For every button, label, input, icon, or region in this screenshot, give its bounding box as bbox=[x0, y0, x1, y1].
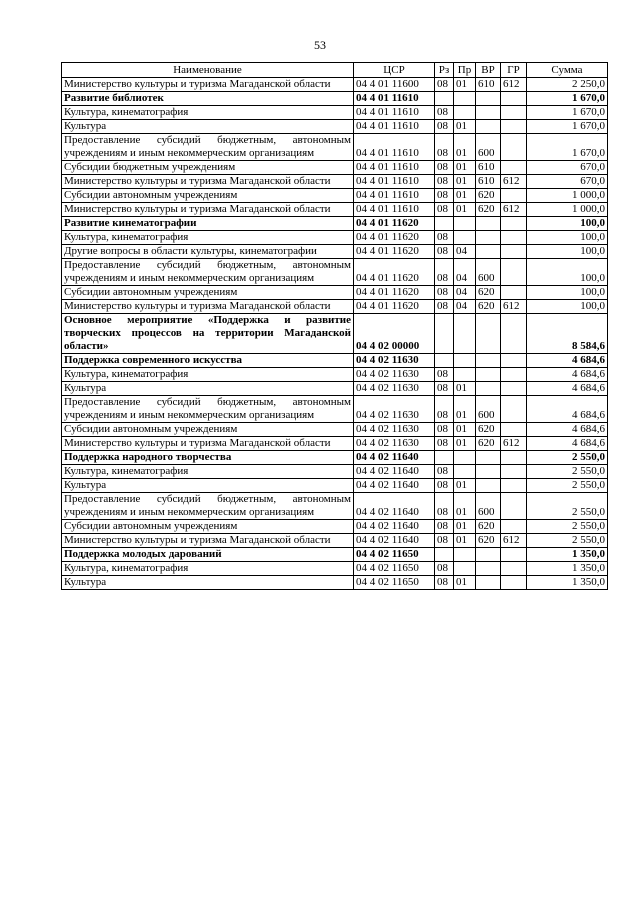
cell-rz: 08 bbox=[435, 106, 454, 120]
cell-gr bbox=[501, 576, 527, 590]
cell-name: Культура, кинематография bbox=[62, 465, 354, 479]
cell-rz: 08 bbox=[435, 423, 454, 437]
cell-pr bbox=[454, 368, 476, 382]
table-row bbox=[62, 189, 608, 203]
cell-sum: 2 550,0 bbox=[527, 451, 608, 465]
cell-rz: 08 bbox=[435, 520, 454, 534]
cell-gr bbox=[501, 548, 527, 562]
cell-name: Другие вопросы в области культуры, кинематографии bbox=[62, 245, 354, 259]
cell-gr bbox=[501, 106, 527, 120]
cell-gr bbox=[501, 493, 527, 520]
cell-csr: 04 4 01 11620 bbox=[354, 245, 435, 259]
cell-rz: 08 bbox=[435, 300, 454, 314]
header-rz: Рз bbox=[435, 63, 454, 78]
cell-gr bbox=[501, 259, 527, 286]
cell-gr: 612 bbox=[501, 78, 527, 92]
table-row bbox=[62, 437, 608, 451]
cell-vr: 600 bbox=[476, 259, 501, 286]
cell-name: Предоставление субсидий бюджетным, автономным учреждениям и иным некоммерческим организациям bbox=[62, 259, 354, 286]
cell-gr bbox=[501, 520, 527, 534]
cell-pr: 01 bbox=[454, 120, 476, 134]
cell-vr: 620 bbox=[476, 520, 501, 534]
page-number: 53 bbox=[314, 38, 326, 52]
cell-name: Развитие кинематографии bbox=[62, 217, 354, 231]
cell-gr bbox=[501, 245, 527, 259]
cell-pr: 04 bbox=[454, 300, 476, 314]
cell-gr bbox=[501, 134, 527, 161]
cell-gr: 612 bbox=[501, 534, 527, 548]
cell-sum: 1 670,0 bbox=[527, 106, 608, 120]
cell-vr: 610 bbox=[476, 175, 501, 189]
cell-pr: 01 bbox=[454, 534, 476, 548]
cell-sum: 670,0 bbox=[527, 175, 608, 189]
cell-name: Субсидии автономным учреждениям bbox=[62, 423, 354, 437]
cell-name: Поддержка молодых дарований bbox=[62, 548, 354, 562]
cell-name: Министерство культуры и туризма Магаданской области bbox=[62, 437, 354, 451]
cell-pr: 01 bbox=[454, 382, 476, 396]
cell-pr: 01 bbox=[454, 203, 476, 217]
cell-pr bbox=[454, 314, 476, 354]
cell-name: Культура bbox=[62, 479, 354, 493]
cell-sum: 2 550,0 bbox=[527, 465, 608, 479]
cell-vr bbox=[476, 231, 501, 245]
cell-vr bbox=[476, 465, 501, 479]
cell-gr bbox=[501, 396, 527, 423]
cell-vr bbox=[476, 106, 501, 120]
cell-gr: 612 bbox=[501, 175, 527, 189]
table-row bbox=[62, 382, 608, 396]
cell-csr: 04 4 01 11610 bbox=[354, 120, 435, 134]
cell-gr bbox=[501, 161, 527, 175]
cell-name: Субсидии автономным учреждениям bbox=[62, 520, 354, 534]
cell-sum: 100,0 bbox=[527, 286, 608, 300]
cell-pr bbox=[454, 548, 476, 562]
cell-sum: 100,0 bbox=[527, 300, 608, 314]
cell-rz: 08 bbox=[435, 78, 454, 92]
cell-csr: 04 4 01 11620 bbox=[354, 217, 435, 231]
table-row bbox=[62, 534, 608, 548]
header-csr: ЦСР bbox=[354, 63, 435, 78]
cell-csr: 04 4 01 11610 bbox=[354, 161, 435, 175]
cell-sum: 100,0 bbox=[527, 217, 608, 231]
cell-rz bbox=[435, 548, 454, 562]
cell-pr bbox=[454, 106, 476, 120]
cell-rz: 08 bbox=[435, 493, 454, 520]
cell-name: Культура, кинематография bbox=[62, 231, 354, 245]
cell-vr: 620 bbox=[476, 534, 501, 548]
cell-name: Министерство культуры и туризма Магаданской области bbox=[62, 534, 354, 548]
cell-csr: 04 4 02 11650 bbox=[354, 562, 435, 576]
cell-rz bbox=[435, 314, 454, 354]
cell-csr: 04 4 02 11630 bbox=[354, 354, 435, 368]
cell-gr bbox=[501, 423, 527, 437]
cell-name: Культура, кинематография bbox=[62, 368, 354, 382]
table-body bbox=[62, 78, 608, 590]
cell-sum: 2 550,0 bbox=[527, 493, 608, 520]
cell-rz: 08 bbox=[435, 189, 454, 203]
cell-name: Поддержка народного творчества bbox=[62, 451, 354, 465]
cell-pr: 04 bbox=[454, 259, 476, 286]
table-row bbox=[62, 161, 608, 175]
cell-vr: 610 bbox=[476, 78, 501, 92]
cell-name: Поддержка современного искусства bbox=[62, 354, 354, 368]
table-row bbox=[62, 92, 608, 106]
cell-name: Культура, кинематография bbox=[62, 106, 354, 120]
cell-pr: 01 bbox=[454, 78, 476, 92]
table-row bbox=[62, 451, 608, 465]
table-row bbox=[62, 493, 608, 520]
table-row bbox=[62, 368, 608, 382]
cell-csr: 04 4 02 11630 bbox=[354, 382, 435, 396]
cell-csr: 04 4 02 11640 bbox=[354, 451, 435, 465]
cell-rz: 08 bbox=[435, 562, 454, 576]
cell-csr: 04 4 02 11630 bbox=[354, 396, 435, 423]
header-sum: Сумма bbox=[527, 63, 608, 78]
cell-rz: 08 bbox=[435, 120, 454, 134]
cell-csr: 04 4 02 00000 bbox=[354, 314, 435, 354]
cell-sum: 1 350,0 bbox=[527, 548, 608, 562]
cell-sum: 2 250,0 bbox=[527, 78, 608, 92]
cell-name: Культура bbox=[62, 120, 354, 134]
cell-rz: 08 bbox=[435, 437, 454, 451]
table-row bbox=[62, 300, 608, 314]
cell-rz: 08 bbox=[435, 465, 454, 479]
cell-sum: 1 670,0 bbox=[527, 92, 608, 106]
cell-csr: 04 4 02 11640 bbox=[354, 520, 435, 534]
budget-table bbox=[61, 62, 608, 590]
cell-vr bbox=[476, 314, 501, 354]
cell-rz: 08 bbox=[435, 368, 454, 382]
cell-vr bbox=[476, 120, 501, 134]
cell-csr: 04 4 01 11610 bbox=[354, 203, 435, 217]
table-row bbox=[62, 120, 608, 134]
cell-csr: 04 4 02 11630 bbox=[354, 437, 435, 451]
cell-name: Субсидии автономным учреждениям bbox=[62, 286, 354, 300]
cell-rz bbox=[435, 451, 454, 465]
cell-pr: 01 bbox=[454, 520, 476, 534]
table-header-row bbox=[62, 63, 608, 78]
cell-rz: 08 bbox=[435, 259, 454, 286]
cell-vr bbox=[476, 479, 501, 493]
cell-vr bbox=[476, 217, 501, 231]
cell-rz bbox=[435, 354, 454, 368]
cell-sum: 1 670,0 bbox=[527, 120, 608, 134]
cell-sum: 4 684,6 bbox=[527, 354, 608, 368]
cell-csr: 04 4 01 11620 bbox=[354, 286, 435, 300]
header-name: Наименование bbox=[62, 63, 354, 78]
cell-name: Субсидии бюджетным учреждениям bbox=[62, 161, 354, 175]
cell-csr: 04 4 02 11650 bbox=[354, 576, 435, 590]
cell-sum: 1 670,0 bbox=[527, 134, 608, 161]
cell-sum: 1 350,0 bbox=[527, 562, 608, 576]
table-row bbox=[62, 259, 608, 286]
cell-vr bbox=[476, 451, 501, 465]
cell-vr: 600 bbox=[476, 396, 501, 423]
cell-gr: 612 bbox=[501, 437, 527, 451]
cell-vr: 600 bbox=[476, 493, 501, 520]
cell-sum: 2 550,0 bbox=[527, 520, 608, 534]
table-row bbox=[62, 175, 608, 189]
table-row bbox=[62, 106, 608, 120]
cell-csr: 04 4 02 11630 bbox=[354, 368, 435, 382]
cell-gr bbox=[501, 286, 527, 300]
cell-vr bbox=[476, 548, 501, 562]
table-row bbox=[62, 314, 608, 354]
cell-csr: 04 4 01 11610 bbox=[354, 92, 435, 106]
cell-vr: 610 bbox=[476, 161, 501, 175]
cell-sum: 1 350,0 bbox=[527, 576, 608, 590]
cell-name: Предоставление субсидий бюджетным, автономным учреждениям и иным некоммерческим организациям bbox=[62, 396, 354, 423]
cell-gr bbox=[501, 92, 527, 106]
cell-rz: 08 bbox=[435, 245, 454, 259]
cell-vr: 620 bbox=[476, 203, 501, 217]
table-row bbox=[62, 520, 608, 534]
cell-csr: 04 4 02 11630 bbox=[354, 423, 435, 437]
cell-name: Культура, кинематография bbox=[62, 562, 354, 576]
cell-gr bbox=[501, 465, 527, 479]
cell-vr: 620 bbox=[476, 437, 501, 451]
cell-rz bbox=[435, 92, 454, 106]
cell-csr: 04 4 01 11620 bbox=[354, 231, 435, 245]
cell-csr: 04 4 02 11640 bbox=[354, 493, 435, 520]
cell-gr bbox=[501, 382, 527, 396]
cell-vr: 620 bbox=[476, 300, 501, 314]
cell-gr bbox=[501, 120, 527, 134]
cell-csr: 04 4 01 11610 bbox=[354, 106, 435, 120]
cell-sum: 4 684,6 bbox=[527, 423, 608, 437]
cell-csr: 04 4 02 11650 bbox=[354, 548, 435, 562]
cell-pr: 01 bbox=[454, 396, 476, 423]
cell-rz: 08 bbox=[435, 286, 454, 300]
cell-sum: 4 684,6 bbox=[527, 382, 608, 396]
cell-sum: 4 684,6 bbox=[527, 437, 608, 451]
cell-vr bbox=[476, 382, 501, 396]
cell-sum: 100,0 bbox=[527, 231, 608, 245]
cell-rz: 08 bbox=[435, 479, 454, 493]
cell-pr bbox=[454, 465, 476, 479]
cell-pr: 01 bbox=[454, 175, 476, 189]
cell-gr bbox=[501, 217, 527, 231]
cell-pr: 01 bbox=[454, 576, 476, 590]
cell-pr: 01 bbox=[454, 437, 476, 451]
cell-csr: 04 4 01 11610 bbox=[354, 175, 435, 189]
cell-sum: 2 550,0 bbox=[527, 479, 608, 493]
cell-name: Субсидии автономным учреждениям bbox=[62, 189, 354, 203]
table-row bbox=[62, 479, 608, 493]
cell-sum: 670,0 bbox=[527, 161, 608, 175]
cell-rz: 08 bbox=[435, 382, 454, 396]
cell-gr bbox=[501, 314, 527, 354]
cell-pr: 01 bbox=[454, 493, 476, 520]
cell-gr bbox=[501, 479, 527, 493]
cell-csr: 04 4 01 11620 bbox=[354, 259, 435, 286]
header-vr: ВР bbox=[476, 63, 501, 78]
cell-name: Культура bbox=[62, 382, 354, 396]
table-row bbox=[62, 423, 608, 437]
cell-sum: 4 684,6 bbox=[527, 396, 608, 423]
table-row bbox=[62, 203, 608, 217]
table-row bbox=[62, 465, 608, 479]
table-row bbox=[62, 217, 608, 231]
cell-pr bbox=[454, 217, 476, 231]
cell-vr bbox=[476, 245, 501, 259]
cell-rz: 08 bbox=[435, 161, 454, 175]
cell-sum: 4 684,6 bbox=[527, 368, 608, 382]
table-row bbox=[62, 134, 608, 161]
cell-name: Министерство культуры и туризма Магаданской области bbox=[62, 300, 354, 314]
cell-rz: 08 bbox=[435, 576, 454, 590]
cell-name: Культура bbox=[62, 576, 354, 590]
cell-csr: 04 4 01 11610 bbox=[354, 189, 435, 203]
cell-pr: 04 bbox=[454, 245, 476, 259]
cell-pr bbox=[454, 92, 476, 106]
cell-pr bbox=[454, 231, 476, 245]
cell-sum: 2 550,0 bbox=[527, 534, 608, 548]
cell-gr bbox=[501, 231, 527, 245]
cell-csr: 04 4 01 11600 bbox=[354, 78, 435, 92]
cell-pr bbox=[454, 451, 476, 465]
cell-vr bbox=[476, 92, 501, 106]
cell-rz: 08 bbox=[435, 175, 454, 189]
cell-name: Министерство культуры и туризма Магаданской области bbox=[62, 203, 354, 217]
cell-sum: 100,0 bbox=[527, 259, 608, 286]
cell-vr: 620 bbox=[476, 423, 501, 437]
table-row bbox=[62, 396, 608, 423]
cell-name: Предоставление субсидий бюджетным, автономным учреждениям и иным некоммерческим организациям bbox=[62, 493, 354, 520]
header-pr: Пр bbox=[454, 63, 476, 78]
cell-gr: 612 bbox=[501, 300, 527, 314]
cell-rz: 08 bbox=[435, 534, 454, 548]
cell-pr: 01 bbox=[454, 134, 476, 161]
table-row bbox=[62, 286, 608, 300]
cell-csr: 04 4 01 11620 bbox=[354, 300, 435, 314]
table-row bbox=[62, 548, 608, 562]
cell-name: Основное мероприятие «Поддержка и развитие творческих процессов на территории Магаданской области» bbox=[62, 314, 354, 354]
cell-gr bbox=[501, 354, 527, 368]
table-row bbox=[62, 245, 608, 259]
cell-name: Предоставление субсидий бюджетным, автономным учреждениям и иным некоммерческим организациям bbox=[62, 134, 354, 161]
cell-gr bbox=[501, 368, 527, 382]
cell-csr: 04 4 02 11640 bbox=[354, 534, 435, 548]
cell-sum: 8 584,6 bbox=[527, 314, 608, 354]
cell-name: Министерство культуры и туризма Магаданской области bbox=[62, 175, 354, 189]
cell-vr bbox=[476, 368, 501, 382]
cell-gr bbox=[501, 451, 527, 465]
cell-name: Министерство культуры и туризма Магаданской области bbox=[62, 78, 354, 92]
cell-vr: 600 bbox=[476, 134, 501, 161]
cell-vr bbox=[476, 576, 501, 590]
cell-pr bbox=[454, 354, 476, 368]
cell-sum: 1 000,0 bbox=[527, 189, 608, 203]
cell-pr bbox=[454, 562, 476, 576]
cell-vr bbox=[476, 562, 501, 576]
cell-sum: 100,0 bbox=[527, 245, 608, 259]
header-gr: ГР bbox=[501, 63, 527, 78]
cell-pr: 01 bbox=[454, 423, 476, 437]
cell-csr: 04 4 01 11610 bbox=[354, 134, 435, 161]
cell-rz bbox=[435, 217, 454, 231]
table-row bbox=[62, 231, 608, 245]
cell-gr bbox=[501, 562, 527, 576]
table-row bbox=[62, 78, 608, 92]
cell-sum: 1 000,0 bbox=[527, 203, 608, 217]
cell-vr: 620 bbox=[476, 189, 501, 203]
cell-pr: 01 bbox=[454, 479, 476, 493]
cell-csr: 04 4 02 11640 bbox=[354, 479, 435, 493]
cell-pr: 01 bbox=[454, 189, 476, 203]
cell-gr bbox=[501, 189, 527, 203]
cell-rz: 08 bbox=[435, 396, 454, 423]
table-row bbox=[62, 354, 608, 368]
cell-rz: 08 bbox=[435, 203, 454, 217]
cell-vr bbox=[476, 354, 501, 368]
cell-vr: 620 bbox=[476, 286, 501, 300]
cell-name: Развитие библиотек bbox=[62, 92, 354, 106]
cell-pr: 01 bbox=[454, 161, 476, 175]
cell-gr: 612 bbox=[501, 203, 527, 217]
cell-rz: 08 bbox=[435, 231, 454, 245]
cell-rz: 08 bbox=[435, 134, 454, 161]
cell-csr: 04 4 02 11640 bbox=[354, 465, 435, 479]
cell-pr: 04 bbox=[454, 286, 476, 300]
table-row bbox=[62, 576, 608, 590]
table-row bbox=[62, 562, 608, 576]
